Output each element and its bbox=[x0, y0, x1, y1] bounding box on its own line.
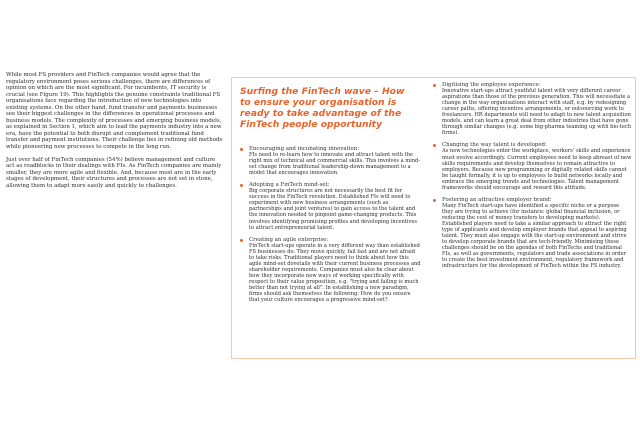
bullet-dot-icon bbox=[240, 184, 243, 187]
bullet-item bbox=[432, 82, 632, 136]
bullet-body: FIs need to re-learn how to innovate and attract talent with the right mix of technical and commercial skills. This involves a mind-set change from traditional leadership-down management to a model that encourages innovation. bbox=[249, 152, 420, 177]
bullet-heading: Creating an agile enterprise: bbox=[249, 236, 329, 243]
bullet-dot-icon bbox=[433, 199, 436, 202]
bullet-item bbox=[432, 197, 632, 270]
bullet-dot-icon bbox=[240, 239, 243, 242]
bullet-body: Many FinTech start-ups have identified a specific niche or a purpose they are trying to achieve (for instance: global financial inclusion, or reducing the cost of money transfers to developing markets). Established players need to take a similar approach to attract the right type of applicants and develop employer brands that appeal to aspiring talent. They must also engage with the start-up environment and strive to develop corporate brands that are tech-friendly. Minimising these challenges should be on the agendas of both FinTechs and traditional FIs, as well as governments, regulators and trade associations in order to create the best investment environment, regulatory framework and infrastructure for the development of FinTech within the FS industry. bbox=[442, 202, 627, 270]
bullet-item bbox=[239, 182, 421, 230]
bullet-dot-icon bbox=[433, 144, 436, 147]
bullet-heading: Changing the way talent is developed: bbox=[442, 142, 547, 149]
panel-title: Surfing the FinTech wave – How to ensure your organisation is ready to take advantage of the FinTech people opportunity bbox=[240, 86, 405, 130]
panel-column-middle bbox=[239, 146, 421, 309]
bullet-body: Innovative start-ups attract youthful talent with very different career aspirations than those of the previous generation. This will necessitate a change in the way organisations interact with staff, e.g. by redesigning career paths, offering incentive arrangements, or outsourcing work to freelancers. HR departments will need to adapt to new talent acquisition models, and can learn a great deal from other industries that have gone through similar changes (e.g. some big-pharma teaming up with bio-tech firms). bbox=[442, 88, 631, 137]
bullet-body: Big corporate structures are not necessarily the best fit for success in the FinTech revolution. Established FIs will need to experiment with new business arrangements (such as partnerships and joint ventures) to gain access to the talent and the innovation needed to pinpoint game-changing products. This involves identifying promising profiles and developing incentives to attract entrepreneurial talent. bbox=[249, 188, 418, 231]
bullet-item bbox=[239, 146, 421, 176]
bullet-heading: Digitising the employee experience: bbox=[442, 82, 541, 88]
bullet-body: As new technologies enter the workplace, workers' skills and experience must evolve accordingly. Current employees need to keep abreast of new skills requirements and develop themselves to remain attractive to employers. Because new programming or digitally related skills cannot be taught formally, it is up to employees to build networks locally and embrace the emerging trends and technologies. Talent management frameworks should encourage and reward this attitude. bbox=[442, 148, 632, 191]
bullet-dot-icon bbox=[433, 84, 436, 87]
bullet-dot-icon bbox=[240, 148, 243, 151]
panel-column-right bbox=[432, 82, 632, 275]
left-paragraph-2: Just over half of FinTech companies (54%) believe management and culture act as roadblocks in their dealings with FIs. As FinTech companies are mainly smaller, they are more agile and flexible. And, because most are in the early stages of development, their structures and processes are not set in stone, allowing them to adapt more easily and quickly to challenges. bbox=[6, 156, 222, 189]
fintech-callout-panel bbox=[231, 77, 636, 359]
bullet-heading: Encouraging and incubating innovation: bbox=[249, 146, 360, 152]
bullet-heading: Adopting a FinTech mind-set: bbox=[249, 182, 330, 189]
left-text-column bbox=[6, 72, 224, 195]
bullet-heading: Fostering an attractive employer brand: bbox=[442, 196, 552, 203]
left-paragraph-1: While most FS providers and FinTech companies would agree that the regulatory environment poses serious challenges, there are differences of opinion on which are the most significant. For incumbents, IT security is crucial (see Figure 19). This highlights the genuine constraints traditional FS organisations face regarding the introduction of new technologies into existing systems. On the other hand, fund transfer and payments businesses see their biggest challenges in the differences in operational processes and business models. The complexity of processes and emerging business models, as explained in Section 1, which aim to lead the payments industry into a new era, have the potential to both disrupt and complement traditional fund transfer and payment institutions. Their challenge lies in refining old methods while pioneering new processes to compete in the long run. bbox=[6, 72, 223, 151]
bullet-body: FinTech start-ups operate in a very different way than established FS businesses do. They move quickly, fail fast and are not afraid to take risks. Traditional players need to think about how this agile mind-set dovetails with their current business processes and shareholder requirements. Companies must also be clear about how they incorporate new ways of working specifically with respect to their value proposition, e.g. "trying and failing is much better than not trying at all". In establishing a new paradigm, firms should ask themselves the following: How do you ensure that your culture encourages a progressive mind-set? bbox=[249, 242, 421, 304]
bullet-item bbox=[239, 237, 421, 304]
bullet-item bbox=[432, 142, 632, 190]
